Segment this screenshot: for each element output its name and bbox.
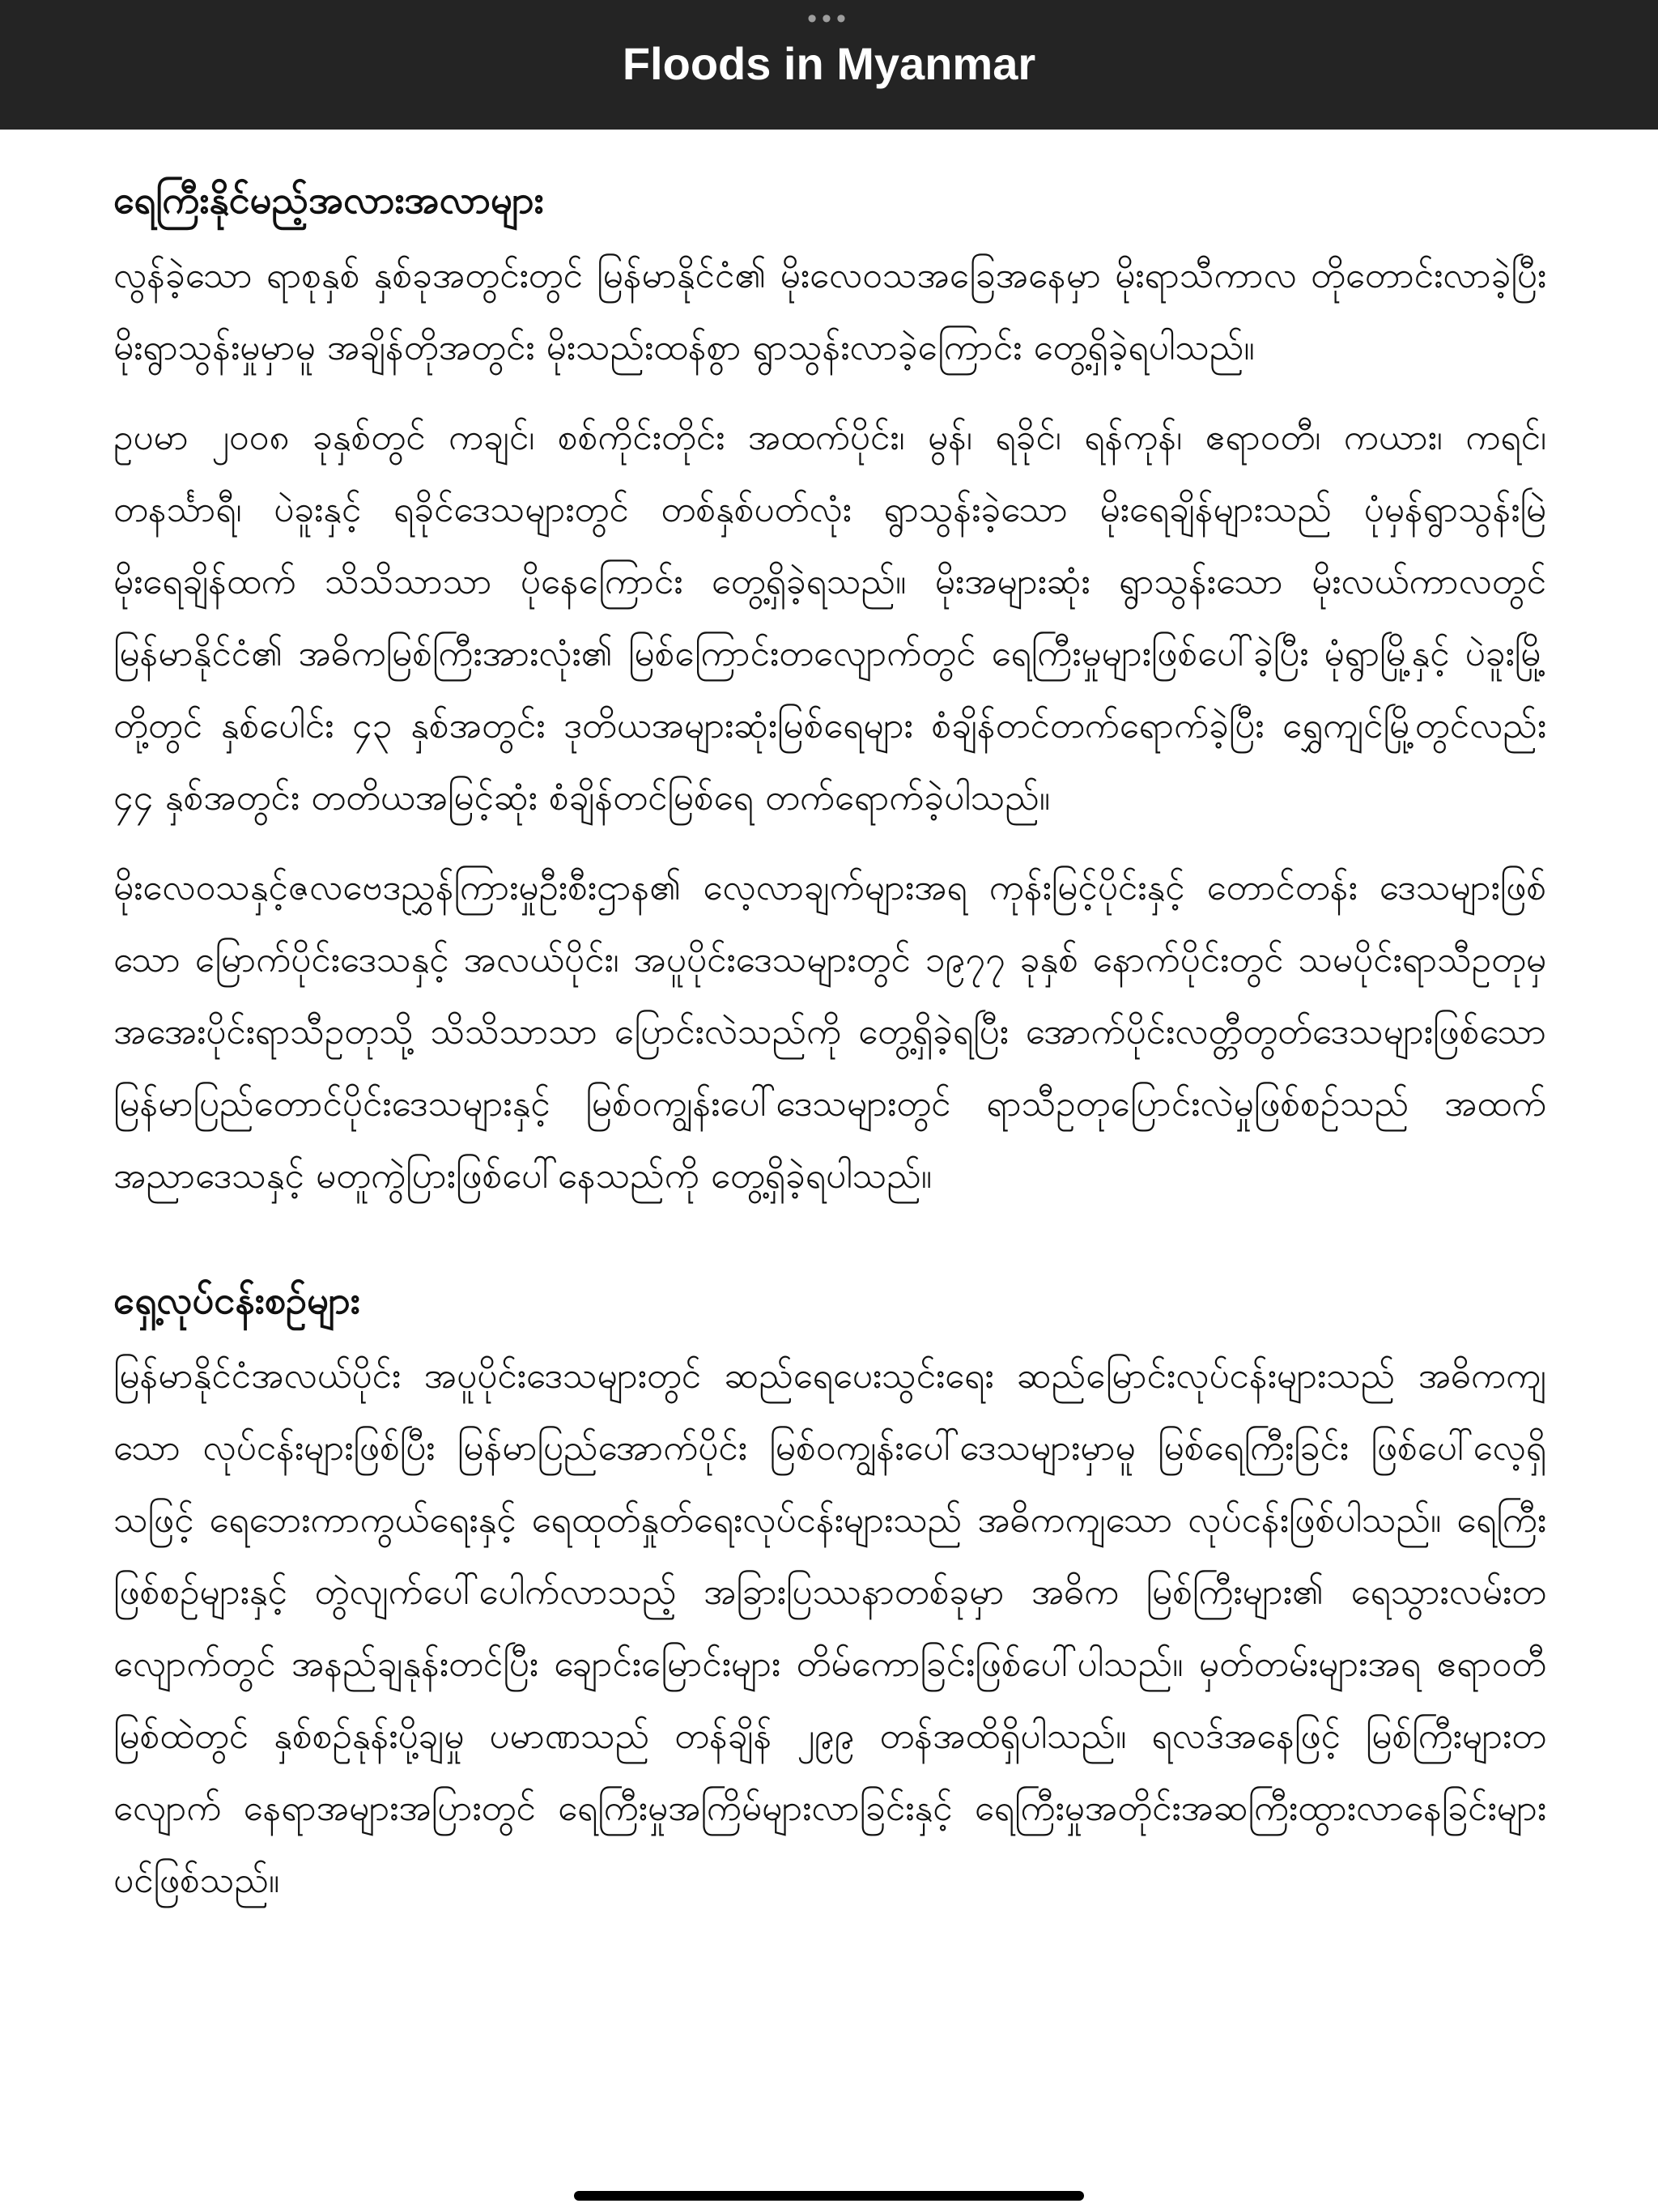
- app-header: [0, 0, 1658, 130]
- document-body: [0, 130, 1658, 1916]
- sheet-drag-handle-dots-icon[interactable]: •••: [807, 3, 851, 34]
- paragraph: မြန်မာနိုင်ငံအလယ်ပိုင်း အပူပိုင်းဒေသများတွင် ဆည်ရေပေးသွင်းရေး ဆည်မြောင်းလုပ်ငန်းများသည် အဓိကကျသော လုပ်ငန်းများဖြစ်ပြီး မြန်မာပြည်အောက်ပိုင်း မြစ်ဝကျွန်းပေါ်ဒေသများမှာမူ မြစ်ရေကြီးခြင်း ဖြစ်ပေါ်လေ့ရှိသဖြင့် ရေဘေးကာကွယ်ရေးနှင့် ရေထုတ်နှုတ်ရေးလုပ်ငန်းများသည် အဓိကကျသော လုပ်ငန်းဖြစ်ပါသည်။ ရေကြီးဖြစ်စဉ်များနှင့် တွဲလျက်ပေါ်ပေါက်လာသည့် အခြားပြဿနာတစ်ခုမှာ အဓိက မြစ်ကြီးများ၏ ရေသွားလမ်းတလျောက်တွင် အနည်ချနုန်းတင်ပြီး ချောင်းမြောင်းများ တိမ်ကောခြင်းဖြစ်ပေါ်ပါသည်။ မှတ်တမ်းများအရ ဧရာဝတီမြစ်ထဲတွင် နှစ်စဉ်နုန်းပို့ချမှု ပမာဏသည် တန်ချိန် ၂၉၉ တန်အထိရှိပါသည်။ ရလဒ်အနေဖြင့် မြစ်ကြီးများတလျောက် နေရာအများအပြားတွင် ရေကြီးမှုအကြိမ်များလာခြင်းနှင့် ရေကြီးမှုအတိုင်းအဆကြီးထွားလာနေခြင်းများပင်ဖြစ်သည်။: [113, 1356, 1546, 1900]
- section-heading: ရေကြီးနိုင်မည့်အလားအလာများ: [113, 178, 544, 221]
- paragraph: မိုးလေဝသနှင့်ဇလဗေဒညွှန်ကြားမှုဦးစီးဌာန၏ လေ့လာချက်များအရ ကုန်းမြင့်ပိုင်းနှင့် တောင်တန်း ဒေသများဖြစ်သော မြောက်ပိုင်းဒေသနှင့် အလယ်ပိုင်း၊ အပူပိုင်းဒေသများတွင် ၁၉၇၇ ခုနှစ် နောက်ပိုင်းတွင် သမပိုင်းရာသီဥတုမှ အအေးပိုင်းရာသီဥတုသို့ သိသိသာသာ ပြောင်းလဲသည်ကို တွေ့ရှိခဲ့ရပြီး အောက်ပိုင်းလတ္တီတွတ်ဒေသများဖြစ်သော မြန်မာပြည်တောင်ပိုင်းဒေသများနှင့် မြစ်ဝကျွန်းပေါ်ဒေသများတွင် ရာသီဥတုပြောင်းလဲမှုဖြစ်စဉ်သည် အထက်အညာဒေသနှင့် မတူကွဲပြားဖြစ်ပေါ်နေသည်ကို တွေ့ရှိခဲ့ရပါသည်။: [113, 868, 1546, 1196]
- home-indicator-bar[interactable]: [574, 2191, 1084, 2201]
- section-heading: ရှေ့လုပ်ငန်းစဉ်များ: [113, 1278, 360, 1321]
- section-future-work: [113, 1272, 1546, 1916]
- section-flood-prospects: [113, 172, 1546, 1212]
- paragraph: ဥပမာ ၂၀၀၈ ခုနှစ်တွင် ကချင်၊ စစ်ကိုင်းတိုင်း အထက်ပိုင်း၊ မွန်၊ ရခိုင်၊ ရန်ကုန်၊ ဧရာဝတီ၊ ကယား၊ ကရင်၊ တနင်္သာရီ၊ ပဲခူးနှင့် ရခိုင်ဒေသများတွင် တစ်နှစ်ပတ်လုံး ရွာသွန်းခဲ့သော မိုးရေချိန်များသည် ပုံမှန်ရွာသွန်းမြဲ မိုးရေချိန်ထက် သိသိသာသာ ပိုနေကြောင်း တွေ့ရှိခဲ့ရသည်။ မိုးအများဆုံး ရွာသွန်းသော မိုးလယ်ကာလတွင် မြန်မာနိုင်ငံ၏ အဓိကမြစ်ကြီးအားလုံး၏ မြစ်ကြောင်းတလျောက်တွင် ရေကြီးမှုများဖြစ်ပေါ်ခဲ့ပြီး မုံရွာမြို့နှင့် ပဲခူးမြို့တို့တွင် နှစ်ပေါင်း ၄၃ နှစ်အတွင်း ဒုတိယအများဆုံးမြစ်ရေများ စံချိန်တင်တက်ရောက်ခဲ့ပြီး ရွှေကျင်မြို့တွင်လည်း ၄၄ နှစ်အတွင်း တတိယအမြင့်ဆုံး စံချိန်တင်မြစ်ရေ တက်ရောက်ခဲ့ပါသည်။: [113, 418, 1546, 818]
- page-title: Floods in Myanmar: [622, 38, 1036, 89]
- paragraph: လွန်ခဲ့သော ရာစုနှစ် နှစ်ခုအတွင်းတွင် မြန်မာနိုင်ငံ၏ မိုးလေဝသအခြေအနေမှာ မိုးရာသီကာလ တိုတောင်းလာခဲ့ပြီး မိုးရွာသွန်းမှုမှာမူ အချိန်တိုအတွင်း မိုးသည်းထန်စွာ ရွာသွန်းလာခဲ့ကြောင်း တွေ့ရှိခဲ့ရပါသည်။: [113, 256, 1546, 368]
